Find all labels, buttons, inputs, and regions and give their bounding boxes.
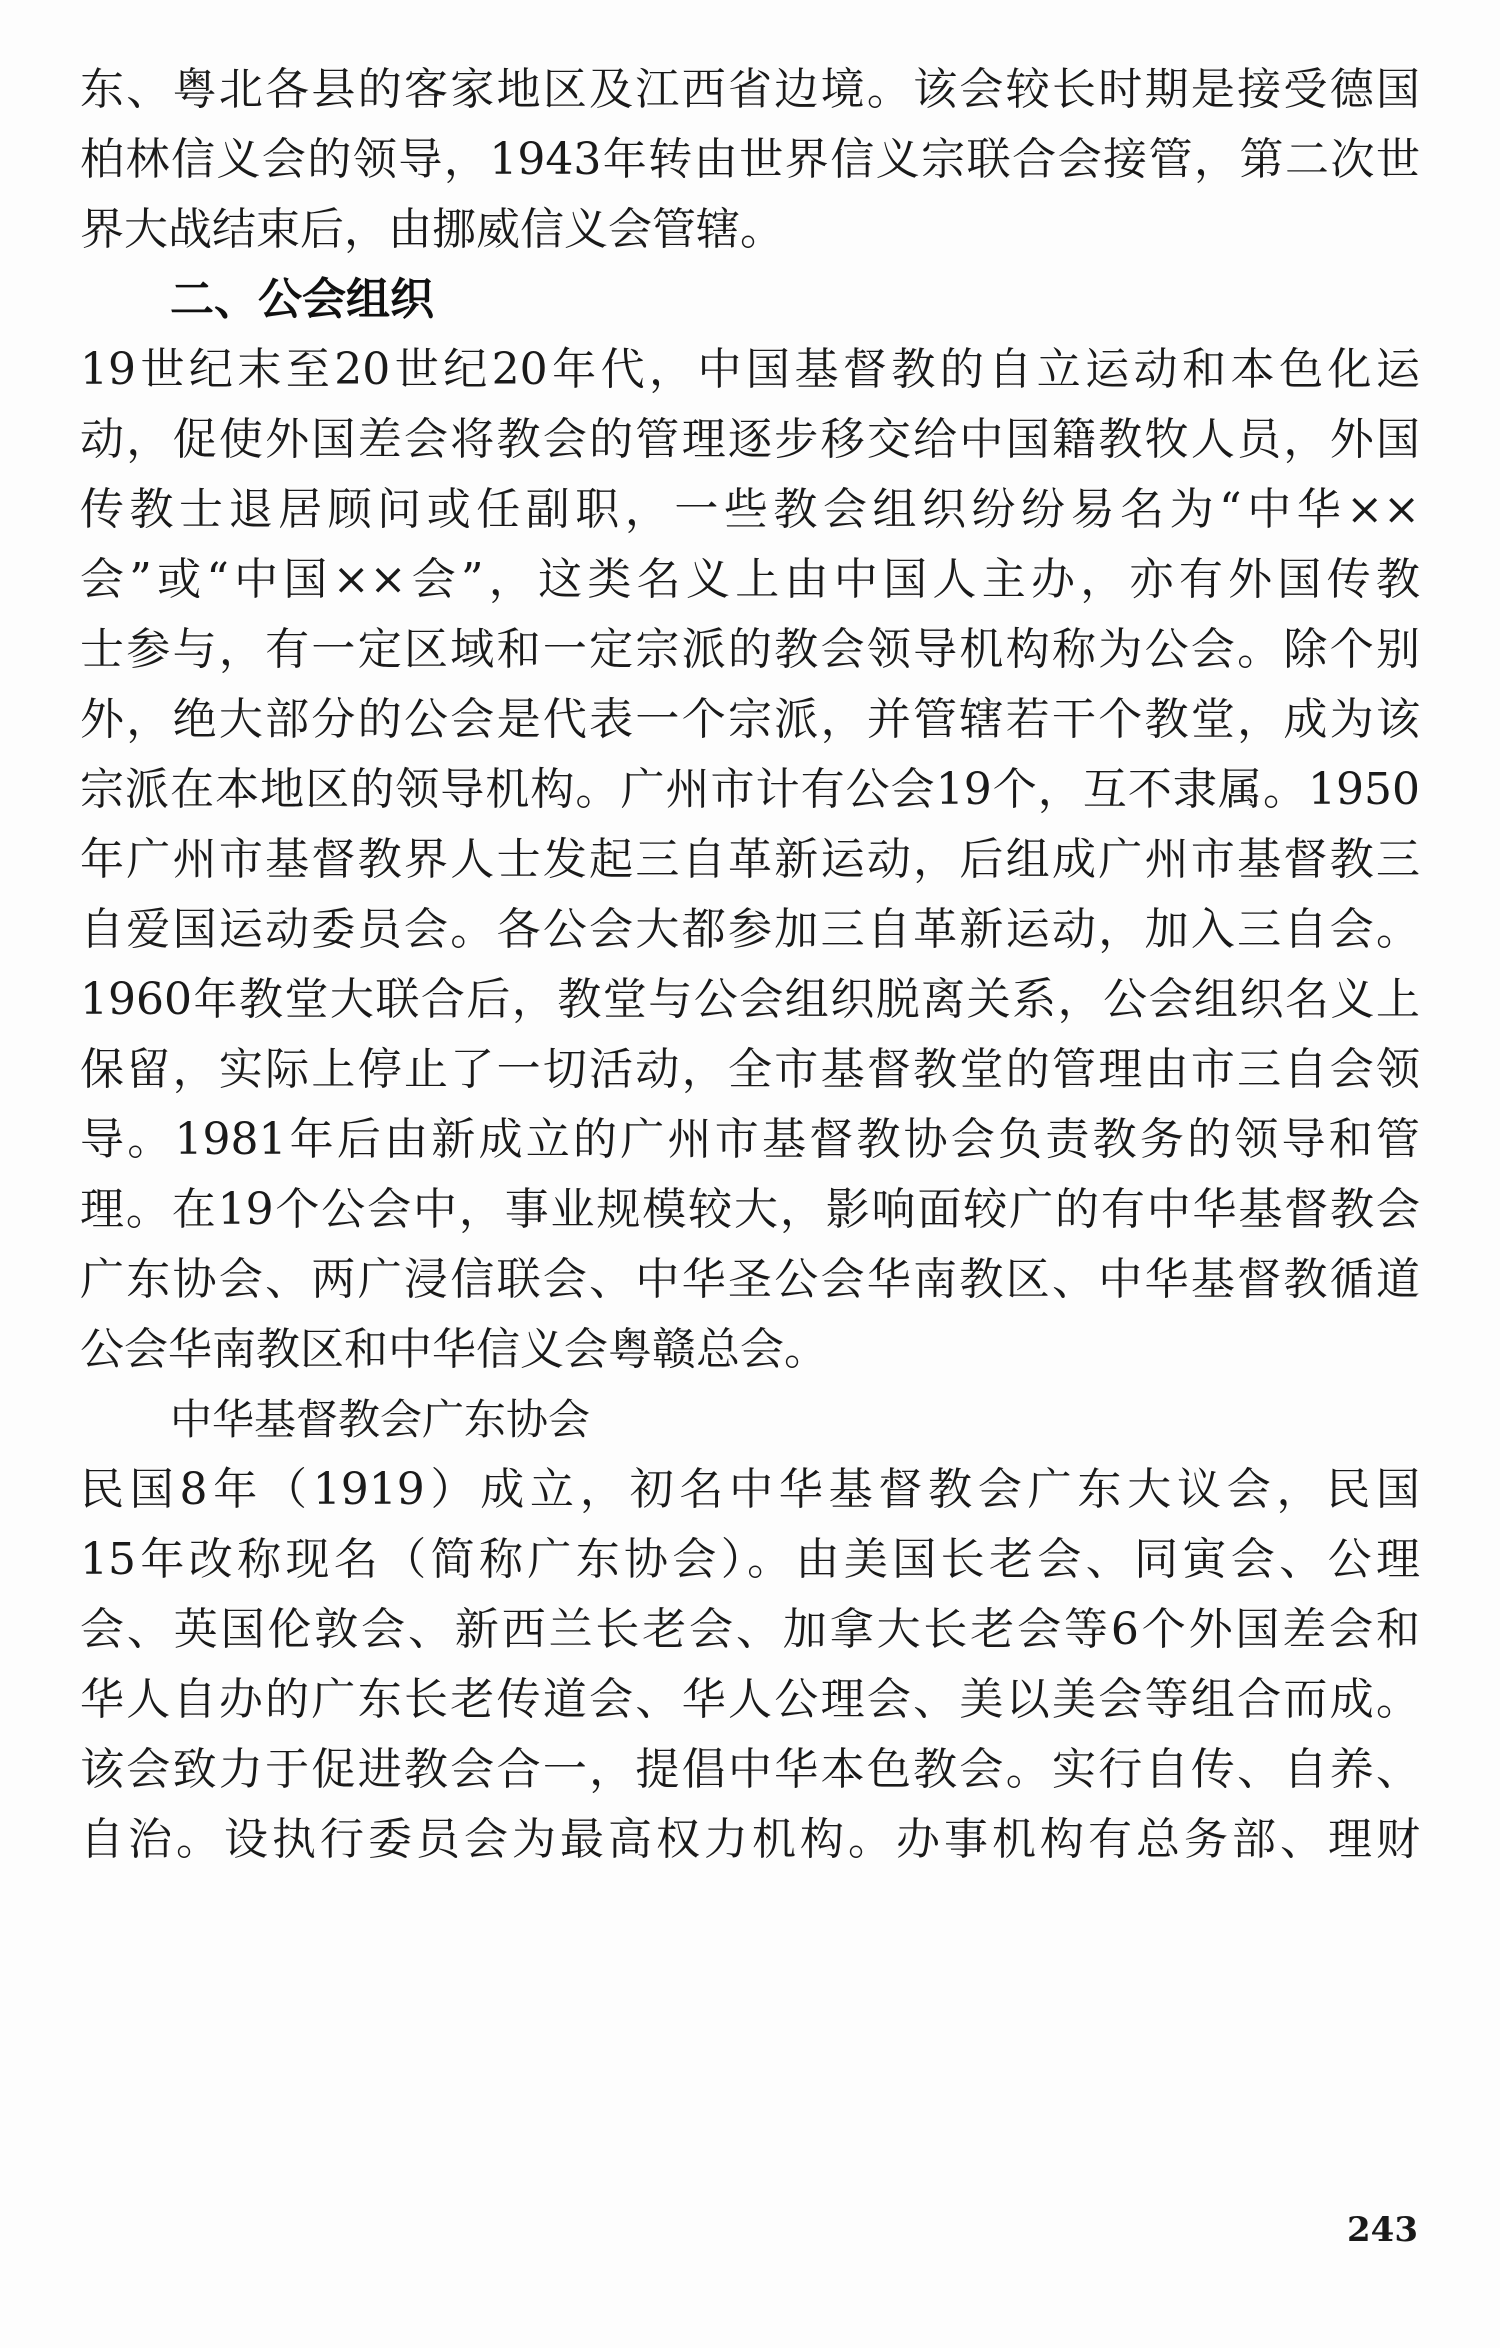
text-line: 公会华南教区和中华信义会粤赣总会。 bbox=[80, 1324, 828, 1375]
text-line: 导。1981年后由新成立的广州市基督教协会负责教务的领导和管 bbox=[80, 1114, 1420, 1165]
text-line: 华人自办的广东长老传道会、华人公理会、美以美会等组合而成。 bbox=[80, 1674, 1420, 1725]
text-line: 士参与，有一定区域和一定宗派的教会领导机构称为公会。除个别 bbox=[80, 624, 1420, 675]
text-line: 19世纪末至20世纪20年代，中国基督教的自立运动和本色化运 bbox=[80, 344, 1420, 395]
text-line: 界大战结束后，由挪威信义会管辖。 bbox=[80, 204, 784, 255]
text-line: 会”或“中国××会”，这类名义上由中国人主办，亦有外国传教 bbox=[80, 554, 1420, 605]
text-line: 东、粤北各县的客家地区及江西省边境。该会较长时期是接受德国 bbox=[80, 64, 1420, 115]
text-line: 该会致力于促进教会合一，提倡中华本色教会。实行自传、自养、 bbox=[80, 1744, 1420, 1795]
subsection-heading: 中华基督教会广东协会 bbox=[170, 1395, 591, 1444]
text-line: 15年改称现名（简称广东协会）。由美国长老会、同寅会、公理 bbox=[80, 1534, 1420, 1585]
text-line: 民国8年（1919）成立，初名中华基督教会广东大议会，民国 bbox=[80, 1464, 1420, 1515]
text-line: 年广州市基督教界人士发起三自革新运动，后组成广州市基督教三 bbox=[80, 834, 1420, 885]
text-line: 理。在19个公会中，事业规模较大，影响面较广的有中华基督教会 bbox=[80, 1184, 1420, 1235]
text-line: 自爱国运动委员会。各公会大都参加三自革新运动，加入三自会。 bbox=[80, 904, 1420, 955]
section-heading: 二、公会组织 bbox=[170, 274, 434, 325]
text-line: 动，促使外国差会将教会的管理逐步移交给中国籍教牧人员，外国 bbox=[80, 414, 1420, 465]
text-line: 自治。设执行委员会为最高权力机构。办事机构有总务部、理财 bbox=[80, 1814, 1420, 1865]
text-line: 1960年教堂大联合后，教堂与公会组织脱离关系，公会组织名义上 bbox=[80, 974, 1420, 1025]
text-line: 柏林信义会的领导，1943年转由世界信义宗联合会接管，第二次世 bbox=[80, 134, 1420, 185]
page-number: 243 bbox=[1347, 2210, 1418, 2250]
text-line: 广东协会、两广浸信联会、中华圣公会华南教区、中华基督教循道 bbox=[80, 1254, 1420, 1305]
text-line: 宗派在本地区的领导机构。广州市计有公会19个，互不隶属。1950 bbox=[80, 764, 1420, 815]
text-line: 传教士退居顾问或任副职，一些教会组织纷纷易名为“中华×× bbox=[80, 484, 1420, 535]
text-line: 外，绝大部分的公会是代表一个宗派，并管辖若干个教堂，成为该 bbox=[80, 694, 1420, 745]
text-line: 保留，实际上停止了一切活动，全市基督教堂的管理由市三自会领 bbox=[80, 1044, 1420, 1095]
text-line: 会、英国伦敦会、新西兰长老会、加拿大长老会等6个外国差会和 bbox=[80, 1604, 1420, 1655]
